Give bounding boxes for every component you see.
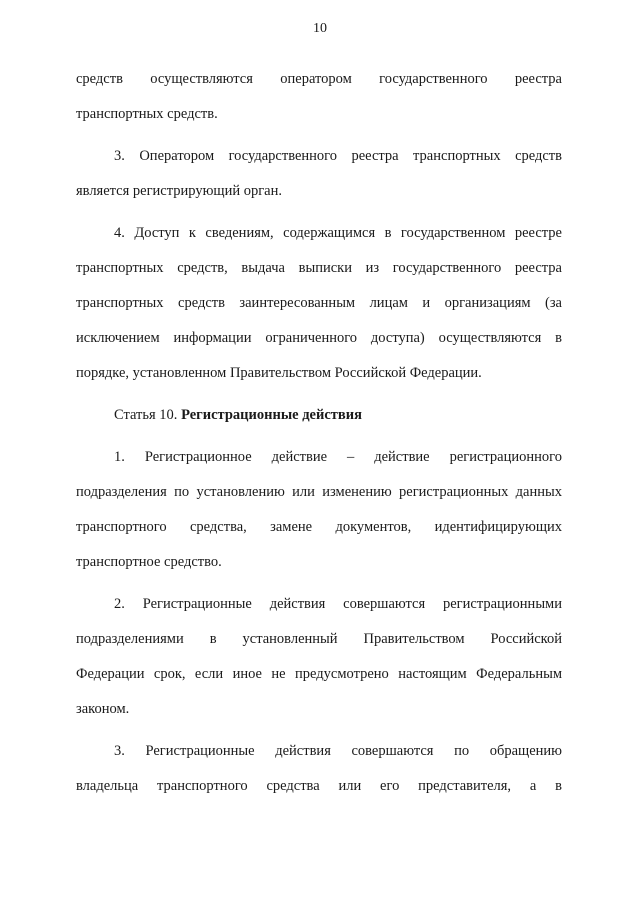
text-line: 1. Регистрационное действие – действие регистрационного [114,449,562,465]
text-line: 3. Регистрационные действия совершаются по обращению [114,743,562,759]
text-line: исключением информации ограниченного доступа) осуществляются в [76,330,562,346]
paragraph [76,216,562,391]
text-line: подразделения по установлению или изменению регистрационных данных [76,484,562,500]
text-line: владельца транспортного средства или его представителя, а в [76,778,562,794]
text-line: транспортное средство. [76,554,222,570]
paragraph [76,139,562,209]
text-line: транспортных средств заинтересованным лицам и организациям (за [76,295,562,311]
text-line: является регистрирующий орган. [76,183,282,199]
text-line: средств осуществляются оператором государственного реестра [76,71,562,87]
text-line: законом. [76,701,130,717]
text-line: 3. Оператором государственного реестра транспортных средств [114,148,562,164]
text-line: порядке, установленном Правительством Российской Федерации. [76,365,482,381]
text-line: 4. Доступ к сведениям, содержащимся в государственном реестре [114,225,562,241]
page-number: 10 [313,21,327,36]
text-line: транспортного средства, замене документов, идентифицирующих [76,519,562,535]
text-line: Федерации срок, если иное не предусмотрено настоящим Федеральным [76,666,562,682]
document-body [76,62,562,804]
paragraph [76,587,562,727]
text-line: транспортных средств, выдача выписки из государственного реестра [76,260,562,276]
paragraph [76,734,562,804]
article-prefix: Статья 10. [114,407,178,423]
article-heading [76,398,562,433]
paragraph [76,440,562,580]
article-title: Регистрационные действия [181,407,362,423]
paragraph [76,62,562,132]
text-line: транспортных средств. [76,106,218,122]
text-line: 2. Регистрационные действия совершаются регистрационными [114,596,562,612]
text-line: подразделениями в установленный Правительством Российской [76,631,562,647]
